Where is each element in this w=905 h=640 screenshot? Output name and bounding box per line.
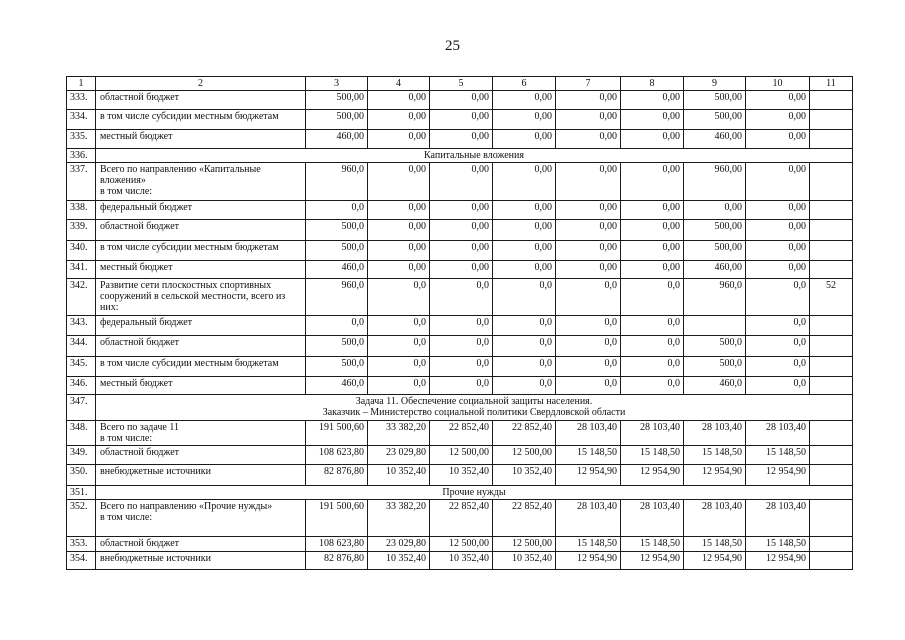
- table-row: [67, 201, 853, 220]
- row-label: Развитие сети плоскостных спортивных сооружений в сельской местности, всего из них:: [96, 279, 306, 316]
- row-label: Всего по направлению «Прочие нужды» в том числе:: [96, 500, 306, 537]
- value-cell: 0,00: [430, 220, 493, 241]
- table-row: [67, 357, 853, 377]
- value-cell: 0,0: [746, 336, 810, 357]
- value-cell: 0,00: [430, 110, 493, 130]
- header-cell: 7: [556, 77, 621, 91]
- row-label: местный бюджет: [96, 377, 306, 395]
- value-cell: [810, 220, 853, 241]
- row-number: 351.: [67, 486, 96, 500]
- row-label: областной бюджет: [96, 220, 306, 241]
- value-cell: 0,0: [556, 279, 621, 316]
- table-row: [67, 163, 853, 201]
- row-label: Всего по направлению «Капитальные вложения» в том числе:: [96, 163, 306, 201]
- row-label: внебюджетные источники: [96, 465, 306, 486]
- value-cell: 0,00: [368, 163, 430, 201]
- row-label: внебюджетные источники: [96, 552, 306, 570]
- value-cell: 0,00: [493, 130, 556, 149]
- value-cell: [810, 421, 853, 446]
- row-label: областной бюджет: [96, 446, 306, 465]
- value-cell: 0,00: [493, 110, 556, 130]
- header-cell: 11: [810, 77, 853, 91]
- value-cell: 0,00: [746, 220, 810, 241]
- value-cell: [810, 446, 853, 465]
- value-cell: 22 852,40: [430, 500, 493, 537]
- value-cell: 0,0: [746, 279, 810, 316]
- value-cell: 0,00: [621, 130, 684, 149]
- value-cell: 23 029,80: [368, 537, 430, 552]
- value-cell: 0,00: [493, 91, 556, 110]
- row-label: областной бюджет: [96, 336, 306, 357]
- value-cell: 0,0: [368, 316, 430, 336]
- value-cell: [810, 357, 853, 377]
- value-cell: 12 954,90: [684, 552, 746, 570]
- value-cell: 0,00: [493, 261, 556, 279]
- row-number: 350.: [67, 465, 96, 486]
- value-cell: [810, 91, 853, 110]
- value-cell: 28 103,40: [621, 500, 684, 537]
- section-title: Капитальные вложения: [96, 149, 853, 163]
- table-row: [67, 241, 853, 261]
- value-cell: 0,00: [368, 110, 430, 130]
- value-cell: 0,00: [746, 261, 810, 279]
- value-cell: 500,0: [306, 357, 368, 377]
- row-number: 337.: [67, 163, 96, 201]
- section-row: [67, 395, 853, 421]
- value-cell: 460,0: [306, 261, 368, 279]
- value-cell: 0,00: [746, 130, 810, 149]
- value-cell: 10 352,40: [493, 465, 556, 486]
- row-label: Всего по задаче 11 в том числе:: [96, 421, 306, 446]
- value-cell: 0,00: [746, 201, 810, 220]
- value-cell: [810, 110, 853, 130]
- value-cell: 500,0: [684, 357, 746, 377]
- value-cell: 82 876,80: [306, 552, 368, 570]
- budget-table: [66, 76, 853, 570]
- header-cell: 8: [621, 77, 684, 91]
- value-cell: 0,00: [556, 261, 621, 279]
- value-cell: 0,00: [493, 201, 556, 220]
- row-number: 342.: [67, 279, 96, 316]
- row-label: в том числе субсидии местным бюджетам: [96, 241, 306, 261]
- value-cell: 0,00: [556, 241, 621, 261]
- header-cell: 1: [67, 77, 96, 91]
- table-row: [67, 465, 853, 486]
- value-cell: 15 148,50: [621, 537, 684, 552]
- row-number: 349.: [67, 446, 96, 465]
- value-cell: 108 623,80: [306, 446, 368, 465]
- row-number: 343.: [67, 316, 96, 336]
- value-cell: 0,00: [368, 130, 430, 149]
- value-cell: 0,00: [621, 91, 684, 110]
- value-cell: 0,0: [493, 357, 556, 377]
- value-cell: 28 103,40: [556, 421, 621, 446]
- value-cell: 28 103,40: [746, 421, 810, 446]
- value-cell: 23 029,80: [368, 446, 430, 465]
- table-row: [67, 336, 853, 357]
- value-cell: 0,00: [368, 201, 430, 220]
- value-cell: 33 382,20: [368, 421, 430, 446]
- row-label: областной бюджет: [96, 91, 306, 110]
- value-cell: 0,0: [368, 279, 430, 316]
- value-cell: [810, 552, 853, 570]
- value-cell: 0,0: [430, 377, 493, 395]
- value-cell: 0,0: [621, 336, 684, 357]
- section-row: [67, 486, 853, 500]
- header-cell: 2: [96, 77, 306, 91]
- row-label: местный бюджет: [96, 130, 306, 149]
- value-cell: 0,0: [556, 316, 621, 336]
- page-number: 25: [445, 38, 460, 54]
- table-row: [67, 537, 853, 552]
- value-cell: 0,0: [493, 279, 556, 316]
- value-cell: 12 954,90: [684, 465, 746, 486]
- value-cell: [810, 336, 853, 357]
- value-cell: 10 352,40: [368, 465, 430, 486]
- row-number: 336.: [67, 149, 96, 163]
- value-cell: 0,00: [368, 91, 430, 110]
- value-cell: 500,00: [306, 110, 368, 130]
- value-cell: 0,00: [621, 201, 684, 220]
- table-row: [67, 279, 853, 316]
- value-cell: [810, 465, 853, 486]
- table-body: [67, 77, 853, 570]
- section-title: Задача 11. Обеспечение социальной защиты населения. Заказчик – Министерство социальной политики Свердловской области: [96, 395, 853, 421]
- value-cell: [810, 500, 853, 537]
- value-cell: 0,00: [368, 220, 430, 241]
- header-row: [67, 77, 853, 91]
- value-cell: 460,00: [306, 130, 368, 149]
- value-cell: 0,00: [430, 163, 493, 201]
- value-cell: 12 954,90: [746, 465, 810, 486]
- row-label: областной бюджет: [96, 537, 306, 552]
- row-number: 341.: [67, 261, 96, 279]
- table-row: [67, 220, 853, 241]
- value-cell: 500,00: [684, 91, 746, 110]
- value-cell: 12 954,90: [746, 552, 810, 570]
- table-row: [67, 261, 853, 279]
- value-cell: 15 148,50: [556, 446, 621, 465]
- value-cell: 12 500,00: [493, 537, 556, 552]
- value-cell: 28 103,40: [556, 500, 621, 537]
- value-cell: 12 954,90: [621, 465, 684, 486]
- row-label: федеральный бюджет: [96, 201, 306, 220]
- value-cell: 28 103,40: [621, 421, 684, 446]
- value-cell: 0,00: [556, 91, 621, 110]
- table-row: [67, 377, 853, 395]
- value-cell: 0,00: [556, 110, 621, 130]
- value-cell: 0,00: [746, 241, 810, 261]
- value-cell: 0,0: [306, 316, 368, 336]
- row-number: 352.: [67, 500, 96, 537]
- row-number: 345.: [67, 357, 96, 377]
- value-cell: 0,00: [621, 110, 684, 130]
- value-cell: 0,00: [430, 261, 493, 279]
- value-cell: 0,00: [493, 163, 556, 201]
- value-cell: 191 500,60: [306, 500, 368, 537]
- value-cell: 960,0: [684, 279, 746, 316]
- value-cell: 0,00: [621, 241, 684, 261]
- value-cell: 0,0: [746, 316, 810, 336]
- value-cell: 0,0: [746, 357, 810, 377]
- value-cell: 10 352,40: [430, 552, 493, 570]
- value-cell: 0,00: [621, 163, 684, 201]
- value-cell: 0,00: [556, 220, 621, 241]
- table-row: [67, 316, 853, 336]
- value-cell: 22 852,40: [493, 421, 556, 446]
- row-number: 344.: [67, 336, 96, 357]
- value-cell: 0,00: [493, 241, 556, 261]
- value-cell: 960,0: [306, 279, 368, 316]
- row-number: 354.: [67, 552, 96, 570]
- value-cell: 0,00: [430, 91, 493, 110]
- value-cell: 0,0: [368, 336, 430, 357]
- value-cell: 0,00: [368, 261, 430, 279]
- section-row: [67, 149, 853, 163]
- value-cell: 10 352,40: [368, 552, 430, 570]
- value-cell: 0,00: [621, 220, 684, 241]
- value-cell: 0,0: [493, 377, 556, 395]
- table-row: [67, 91, 853, 110]
- value-cell: 0,00: [621, 261, 684, 279]
- value-cell: 0,0: [430, 279, 493, 316]
- value-cell: 0,00: [493, 220, 556, 241]
- value-cell: 12 500,00: [493, 446, 556, 465]
- value-cell: 0,0: [556, 336, 621, 357]
- value-cell: 500,00: [684, 110, 746, 130]
- value-cell: 500,00: [684, 241, 746, 261]
- header-cell: 6: [493, 77, 556, 91]
- value-cell: 0,0: [493, 336, 556, 357]
- value-cell: 0,0: [306, 201, 368, 220]
- row-number: 335.: [67, 130, 96, 149]
- value-cell: [810, 163, 853, 201]
- value-cell: [810, 130, 853, 149]
- value-cell: 15 148,50: [746, 446, 810, 465]
- value-cell: 108 623,80: [306, 537, 368, 552]
- value-cell: 0,00: [430, 241, 493, 261]
- value-cell: 15 148,50: [621, 446, 684, 465]
- value-cell: 191 500,60: [306, 421, 368, 446]
- header-cell: 9: [684, 77, 746, 91]
- value-cell: 500,00: [306, 91, 368, 110]
- header-cell: 10: [746, 77, 810, 91]
- header-cell: 3: [306, 77, 368, 91]
- value-cell: 15 148,50: [684, 446, 746, 465]
- value-cell: 960,0: [306, 163, 368, 201]
- value-cell: 460,00: [684, 261, 746, 279]
- value-cell: 22 852,40: [493, 500, 556, 537]
- value-cell: 0,0: [556, 357, 621, 377]
- value-cell: 0,00: [556, 163, 621, 201]
- value-cell: 22 852,40: [430, 421, 493, 446]
- value-cell: 52: [810, 279, 853, 316]
- section-title: Прочие нужды: [96, 486, 853, 500]
- table-row: [67, 552, 853, 570]
- value-cell: 0,00: [746, 110, 810, 130]
- value-cell: [810, 537, 853, 552]
- table-row: [67, 446, 853, 465]
- value-cell: [810, 377, 853, 395]
- row-number: 333.: [67, 91, 96, 110]
- value-cell: 0,00: [430, 130, 493, 149]
- value-cell: 28 103,40: [684, 500, 746, 537]
- value-cell: 15 148,50: [684, 537, 746, 552]
- value-cell: 12 954,90: [556, 552, 621, 570]
- value-cell: 500,0: [306, 336, 368, 357]
- value-cell: 0,0: [368, 377, 430, 395]
- row-number: 338.: [67, 201, 96, 220]
- value-cell: [810, 201, 853, 220]
- value-cell: 82 876,80: [306, 465, 368, 486]
- table-row: [67, 110, 853, 130]
- row-label: в том числе субсидии местным бюджетам: [96, 110, 306, 130]
- value-cell: 12 500,00: [430, 537, 493, 552]
- value-cell: [810, 316, 853, 336]
- value-cell: 12 954,90: [621, 552, 684, 570]
- value-cell: 12 500,00: [430, 446, 493, 465]
- value-cell: 460,00: [684, 130, 746, 149]
- row-number: 353.: [67, 537, 96, 552]
- row-number: 347.: [67, 395, 96, 421]
- value-cell: 0,00: [746, 91, 810, 110]
- value-cell: 0,0: [746, 377, 810, 395]
- row-label: в том числе субсидии местным бюджетам: [96, 357, 306, 377]
- value-cell: 15 148,50: [556, 537, 621, 552]
- value-cell: 500,0: [684, 336, 746, 357]
- value-cell: 960,00: [684, 163, 746, 201]
- value-cell: 0,00: [556, 130, 621, 149]
- value-cell: 0,0: [430, 357, 493, 377]
- value-cell: 500,00: [684, 220, 746, 241]
- value-cell: 15 148,50: [746, 537, 810, 552]
- value-cell: 500,0: [306, 241, 368, 261]
- value-cell: 28 103,40: [746, 500, 810, 537]
- value-cell: 0,00: [430, 201, 493, 220]
- value-cell: 460,0: [306, 377, 368, 395]
- value-cell: 0,00: [684, 201, 746, 220]
- value-cell: [810, 261, 853, 279]
- value-cell: 28 103,40: [684, 421, 746, 446]
- row-number: 340.: [67, 241, 96, 261]
- row-label: местный бюджет: [96, 261, 306, 279]
- value-cell: 0,00: [556, 201, 621, 220]
- value-cell: 0,0: [621, 279, 684, 316]
- row-number: 334.: [67, 110, 96, 130]
- value-cell: 500,0: [306, 220, 368, 241]
- value-cell: 33 382,20: [368, 500, 430, 537]
- value-cell: 0,0: [430, 336, 493, 357]
- value-cell: [684, 316, 746, 336]
- value-cell: 10 352,40: [430, 465, 493, 486]
- value-cell: 10 352,40: [493, 552, 556, 570]
- value-cell: 0,0: [621, 377, 684, 395]
- row-number: 339.: [67, 220, 96, 241]
- value-cell: 0,0: [556, 377, 621, 395]
- value-cell: 0,00: [746, 163, 810, 201]
- value-cell: 460,0: [684, 377, 746, 395]
- value-cell: [810, 241, 853, 261]
- value-cell: 0,0: [621, 357, 684, 377]
- row-number: 348.: [67, 421, 96, 446]
- row-label: федеральный бюджет: [96, 316, 306, 336]
- value-cell: 0,0: [430, 316, 493, 336]
- value-cell: 0,00: [368, 241, 430, 261]
- row-number: 346.: [67, 377, 96, 395]
- header-cell: 5: [430, 77, 493, 91]
- table-row: [67, 421, 853, 446]
- value-cell: 0,0: [368, 357, 430, 377]
- table-row: [67, 130, 853, 149]
- table-row: [67, 500, 853, 537]
- value-cell: 0,0: [621, 316, 684, 336]
- header-cell: 4: [368, 77, 430, 91]
- value-cell: 12 954,90: [556, 465, 621, 486]
- value-cell: 0,0: [493, 316, 556, 336]
